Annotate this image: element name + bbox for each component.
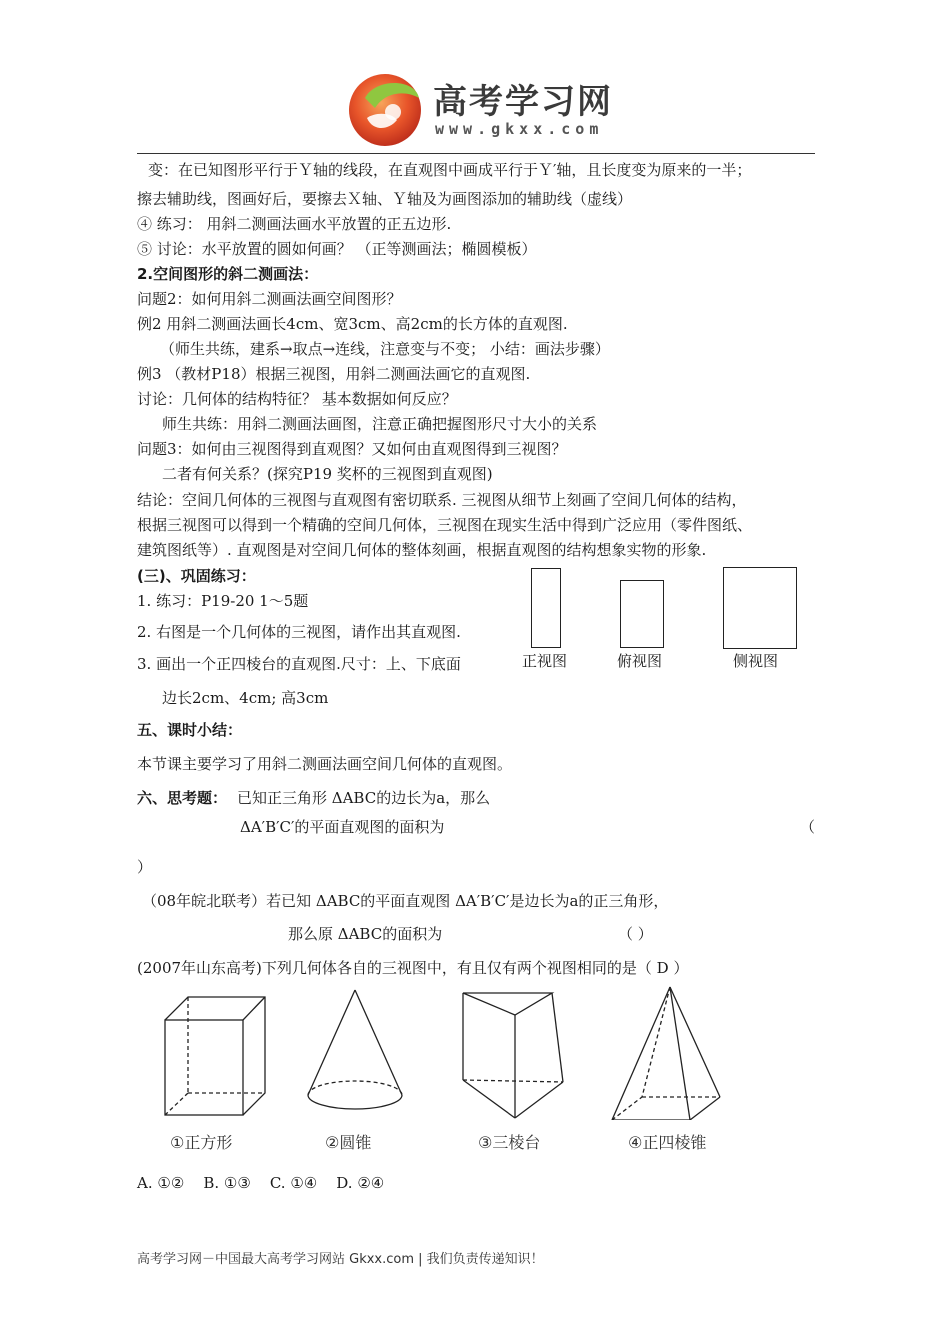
answer-choices: A. ①② B. ①③ C. ①④ D. ②④ bbox=[137, 1174, 385, 1192]
text-line: 问题3：如何由三视图得到直观图？又如何由直观图得到三视图？ bbox=[137, 440, 567, 458]
answer-paren: （ bbox=[800, 818, 816, 836]
text-line: 例2 用斜二测画法画长4cm、宽3cm、高2cm的长方体的直观图. bbox=[137, 315, 568, 333]
frustum-drawing bbox=[463, 993, 563, 1118]
section-heading: 五、课时小结： bbox=[137, 721, 243, 739]
section-heading: (三)、巩固练习： bbox=[137, 567, 256, 585]
text-line: 二者有何关系？(探究P19 奖杯的三视图到直观图) bbox=[162, 465, 493, 483]
solid-label-cube: ①正方形 bbox=[170, 1133, 233, 1152]
solids-figure bbox=[150, 985, 730, 1120]
side-view-label: 侧视图 bbox=[733, 652, 779, 670]
logo-title: 高考学习网 bbox=[433, 82, 613, 122]
section-heading: 2.空间图形的斜二测画法： bbox=[137, 265, 319, 283]
cube-drawing bbox=[165, 997, 265, 1115]
exercise-item: 2. 右图是一个几何体的三视图，请作出其直观图. bbox=[137, 623, 461, 641]
solid-label-pyramid: ④正四棱锥 bbox=[628, 1133, 707, 1152]
text-line: ΔA′B′C′的平面直观图的面积为 bbox=[240, 818, 445, 836]
front-view-label: 正视图 bbox=[522, 652, 568, 670]
text-line: 那么原 ΔABC的面积为 bbox=[288, 925, 443, 943]
cone-drawing bbox=[308, 990, 402, 1109]
text-line: 问题2：如何用斜二测画法画空间图形？ bbox=[137, 290, 402, 308]
text-line: 根据三视图可以得到一个精确的空间几何体，三视图在现实生活中得到广泛应用（零件图纸、 bbox=[137, 516, 753, 534]
text-line: 结论：空间几何体的三视图与直观图有密切联系. 三视图从细节上刻画了空间几何体的结构， bbox=[137, 491, 747, 509]
front-view-rect bbox=[531, 568, 561, 648]
text-line: ⑤ 讨论：水平放置的圆如何画？ （正等测画法；椭圆模板） bbox=[137, 240, 537, 258]
text-line: 已知正三角形 ΔABC的边长为a，那么 bbox=[237, 789, 491, 807]
text-line: （08年皖北联考）若已知 ΔABC的平面直观图 ΔA′B′C′是边长为a的正三角形， bbox=[142, 892, 669, 910]
solid-label-cone: ②圆锥 bbox=[325, 1133, 372, 1152]
text-line: (2007年山东高考)下列几何体各自的三视图中，有且仅有两个视图相同的是（ D ） bbox=[137, 959, 689, 977]
side-view-rect bbox=[723, 567, 797, 649]
text-line: 擦去辅助线，图画好后，要擦去Ｘ轴、Ｙ轴及为画图添加的辅助线（虚线） bbox=[137, 190, 633, 208]
top-view-label: 俯视图 bbox=[617, 652, 663, 670]
pyramid-drawing bbox=[612, 987, 720, 1120]
text-line: 师生共练：用斜二测画法画图，注意正确把握图形尺寸大小的关系 bbox=[162, 415, 598, 433]
section-heading: 六、思考题： bbox=[137, 789, 228, 807]
text-line: 例3 （教材P18）根据三视图，用斜二测画法画它的直观图. bbox=[137, 365, 531, 383]
solid-label-frustum: ③三棱台 bbox=[478, 1133, 541, 1152]
logo bbox=[345, 68, 625, 150]
answer-paren: （ ） bbox=[618, 925, 653, 943]
page-footer: 高考学习网－中国最大高考学习网站 Gkxx.com | 我们负责传递知识！ bbox=[137, 1252, 544, 1267]
logo-emblem-icon bbox=[345, 68, 427, 150]
text-line: 变：在已知图形平行于Ｙ轴的线段，在直观图中画成平行于Ｙ′轴，且长度变为原来的一半； bbox=[148, 161, 752, 179]
text-line: ④ 练习： 用斜二测画法画水平放置的正五边形. bbox=[137, 215, 452, 233]
text-line: 本节课主要学习了用斜二测画法画空间几何体的直观图。 bbox=[137, 755, 513, 773]
exercise-item: 1. 练习：P19-20 1～5题 bbox=[137, 592, 309, 610]
exercise-item: 3. 画出一个正四棱台的直观图.尺寸：上、下底面 bbox=[137, 655, 461, 673]
text-line: 建筑图纸等）. 直观图是对空间几何体的整体刻画，根据直观图的结构想象实物的形象. bbox=[137, 541, 707, 559]
answer-paren: ） bbox=[137, 858, 153, 876]
header-divider bbox=[137, 153, 815, 154]
top-view-rect bbox=[620, 580, 664, 648]
exercise-item: 边长2cm、4cm; 高3cm bbox=[162, 689, 329, 707]
logo-url: www.gkxx.com bbox=[435, 120, 604, 138]
text-line: （师生共练，建系→取点→连线，注意变与不变； 小结：画法步骤） bbox=[160, 340, 610, 358]
text-line: 讨论：几何体的结构特征？ 基本数据如何反应？ bbox=[137, 390, 457, 408]
